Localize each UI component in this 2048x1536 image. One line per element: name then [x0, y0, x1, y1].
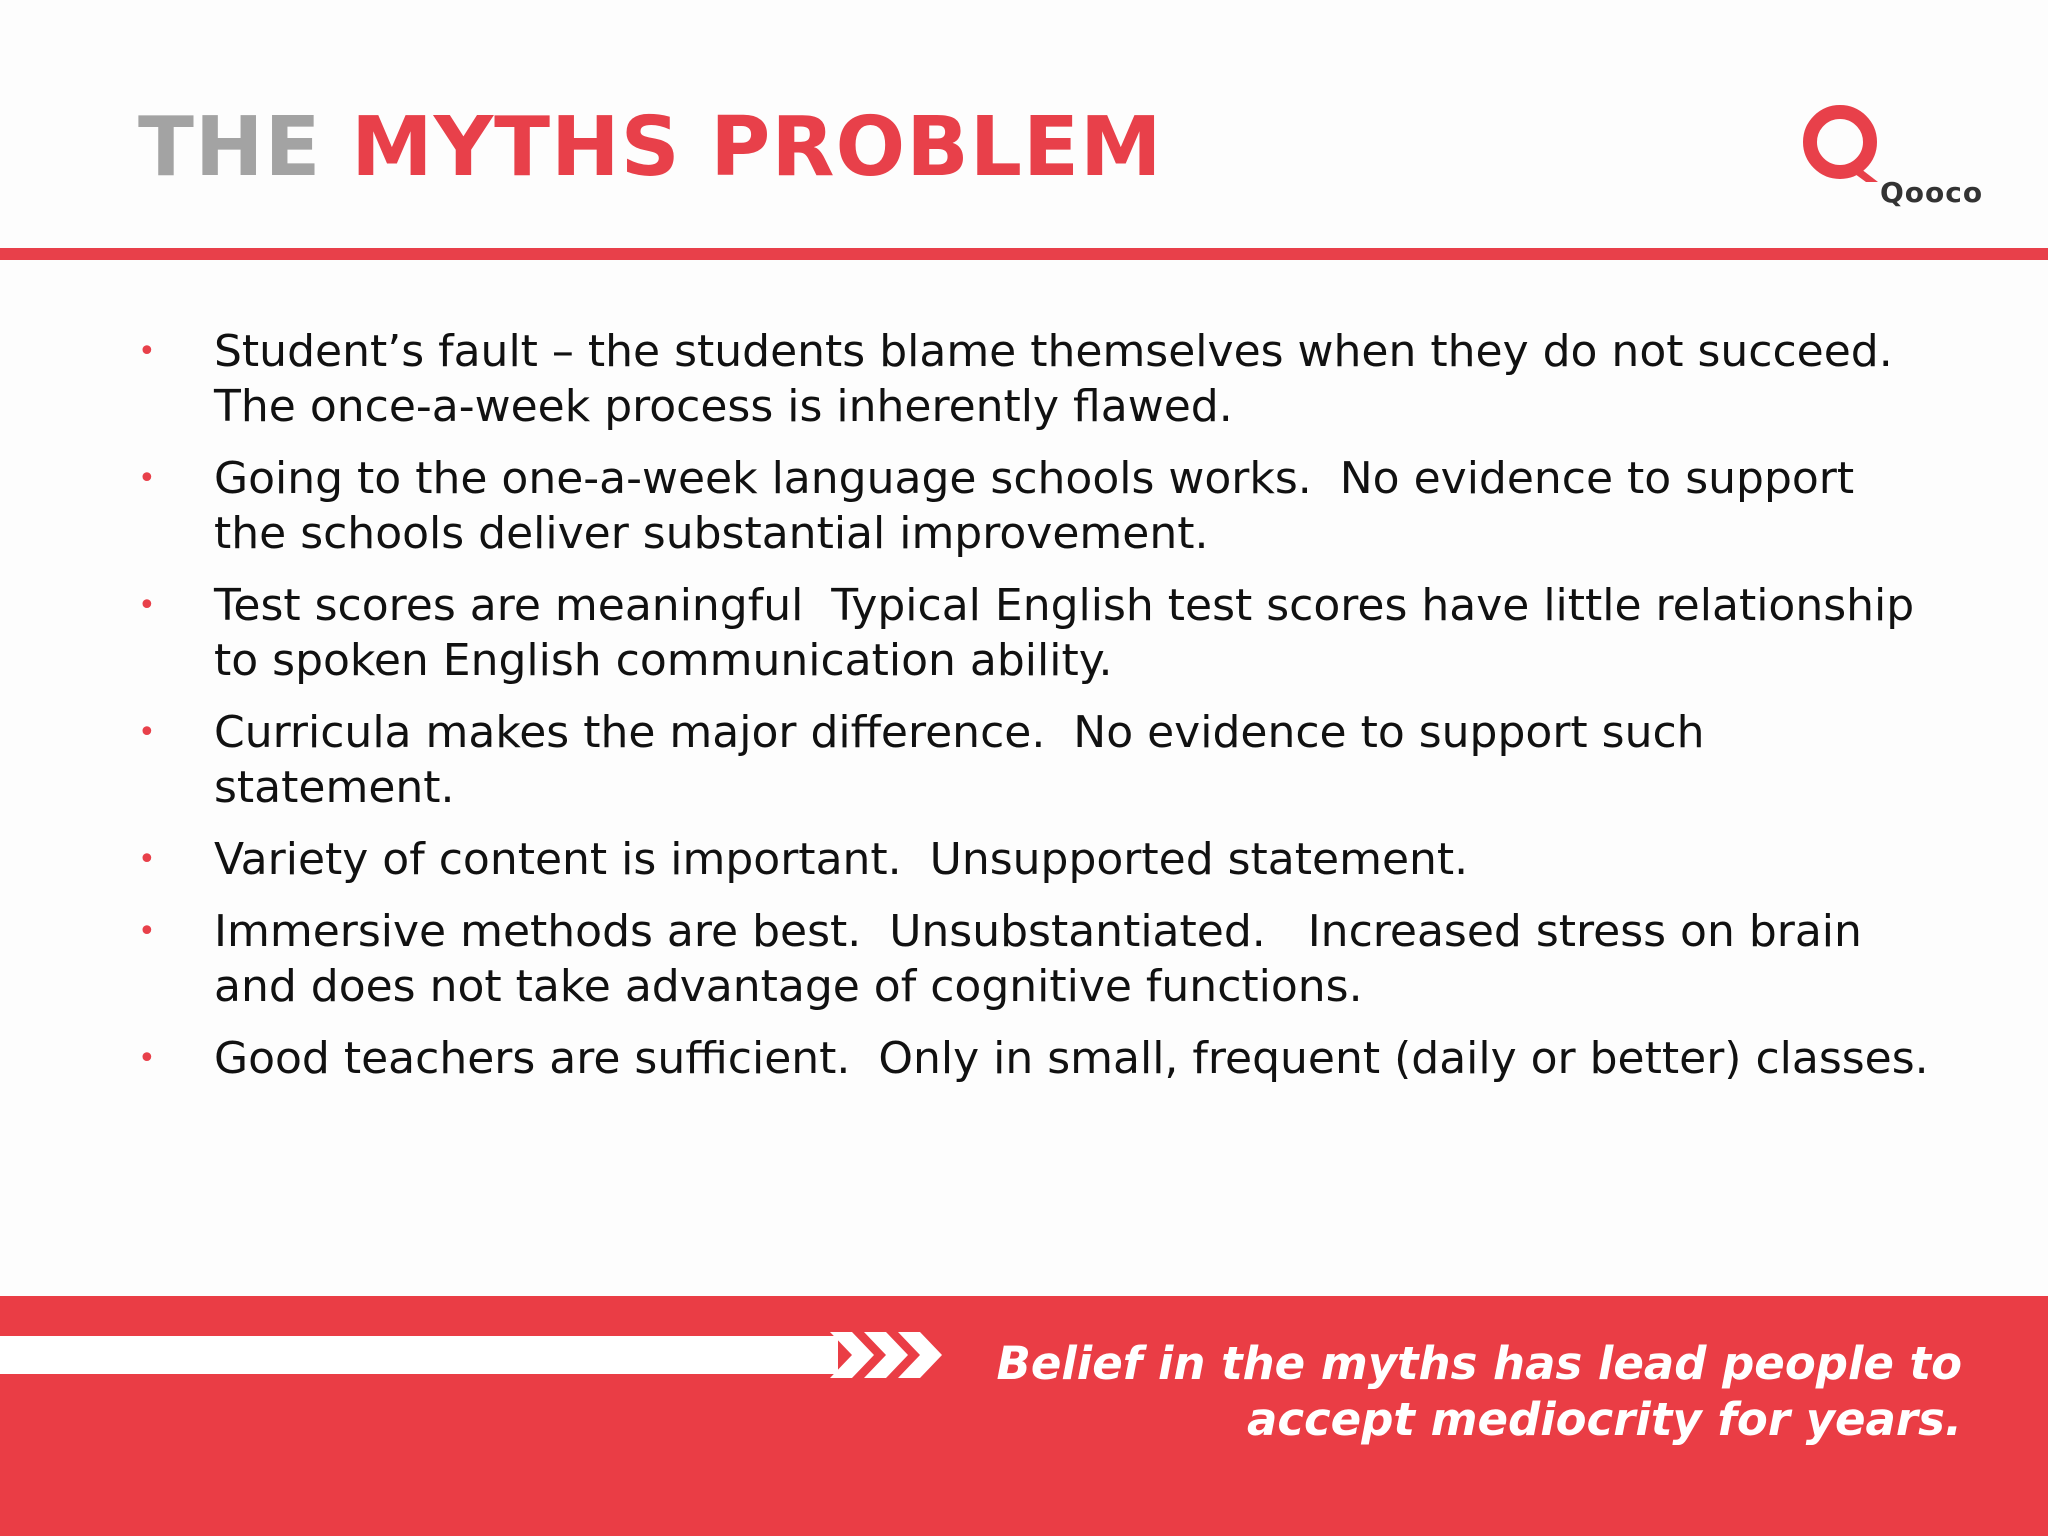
bullet-text: Immersive methods are best. Unsubstantiated. Increased stress on brain and does not take advantage of cognitive functions.	[214, 906, 1876, 1012]
bullet-marker: •	[138, 715, 156, 750]
footer-banner	[0, 1296, 2048, 1536]
bullet-item	[138, 705, 1938, 815]
bullet-text: Good teachers are sufficient. Only in small, frequent (daily or better) classes.	[214, 1033, 1929, 1084]
bullet-marker: •	[138, 588, 156, 623]
slide-title	[138, 98, 1163, 198]
slide-title-main: MYTHS PROBLEM	[351, 100, 1163, 195]
footer-white-stripe	[0, 1336, 838, 1374]
bullet-item	[138, 324, 1938, 434]
bullet-text: Test scores are meaningful Typical English test scores have little relationship to spoken English communication ability.	[214, 580, 1929, 686]
header-divider	[0, 248, 2048, 260]
qooco-q-icon	[1800, 104, 1890, 184]
myths-bullet-list	[138, 324, 1938, 1103]
bullet-item	[138, 451, 1938, 561]
bullet-text: Going to the one-a-week language schools works. No evidence to support the schools deliver substantial improvement.	[214, 453, 1869, 559]
bullet-item	[138, 1031, 1938, 1086]
bullet-text: Variety of content is important. Unsupported statement.	[214, 834, 1469, 885]
bullet-item	[138, 904, 1938, 1014]
bullet-marker: •	[138, 914, 156, 949]
bullet-text: Curricula makes the major difference. No evidence to support such statement.	[214, 707, 1719, 813]
bullet-marker: •	[138, 461, 156, 496]
bullet-marker: •	[138, 842, 156, 877]
bullet-marker: •	[138, 334, 156, 369]
bullet-item	[138, 832, 1938, 887]
logo-wordmark: Qooco	[1880, 176, 1984, 209]
bullet-item	[138, 578, 1938, 688]
bullet-marker: •	[138, 1041, 156, 1076]
qooco-logo	[1800, 104, 2000, 214]
bullet-text: Student’s fault – the students blame themselves when they do not succeed. The once-a-week process is inherently flawed.	[214, 326, 1921, 432]
footer-message: Belief in the myths has lead people to accept mediocrity for years.	[996, 1337, 1962, 1446]
slide-title-prefix: THE	[138, 100, 322, 195]
